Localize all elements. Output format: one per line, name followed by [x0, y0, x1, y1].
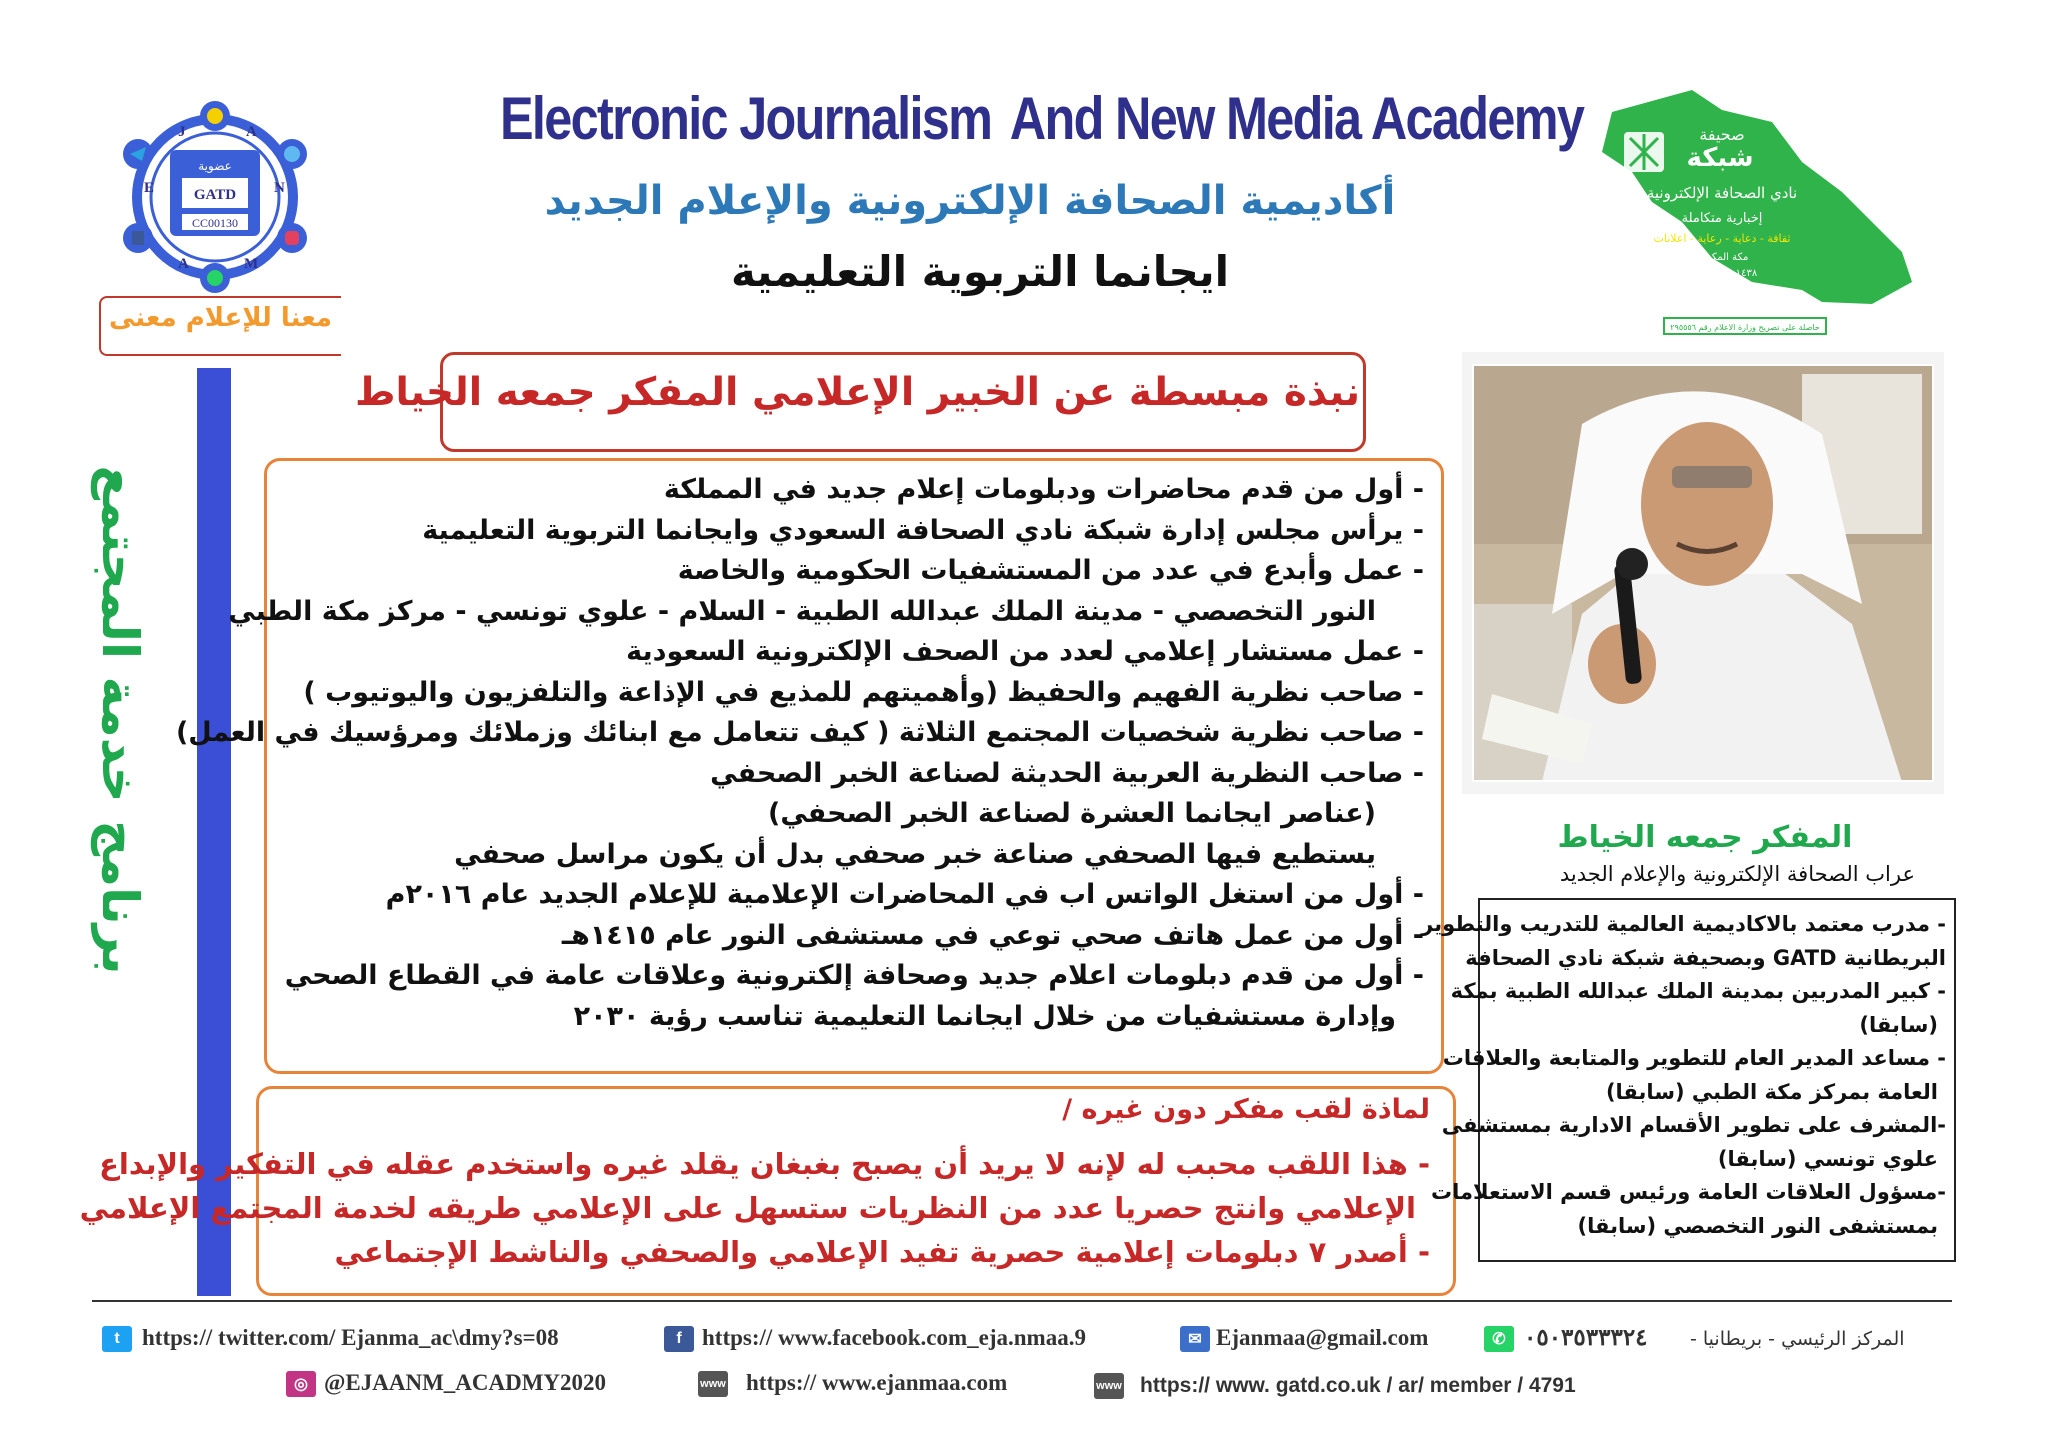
- facebook-link[interactable]: https:// www.facebook.com_eja.nmaa.9: [702, 1325, 1086, 1350]
- bullet-line: - أول من قدم محاضرات ودبلومات إعلام جديد في المملكة: [663, 474, 1424, 505]
- map-line6: مكة المكرمة: [1695, 252, 1749, 263]
- bullet-line: - صاحب نظرية شخصيات المجتمع الثلاثة ( كيف تتعامل مع ابنائك وزملائك ومرؤسيك في العمل): [175, 717, 1424, 748]
- headline-text: نبذة مبسطة عن الخبير الإعلامي المفكر جمعه الخياط: [354, 370, 1360, 415]
- why-line: - هذا اللقب محبب له لإنه لا يريد أن يصبح بغبغان يقلد غيره واستخدم عقله في التفكير والإبداع: [99, 1147, 1430, 1181]
- bullet-line: النور التخصصي - مدينة الملك عبدالله الطبية - السلام - علوي تونسي - مركز مكة الطبي: [228, 595, 1376, 627]
- bullet-line: - صاحب النظرية العربية الحديثة لصناعة الخبر الصحفي: [710, 757, 1424, 789]
- profile-line: العامة بمركز مكة الطبي (سابقا): [1605, 1079, 1938, 1104]
- person-name: المفكر جمعه الخياط: [1557, 820, 1853, 855]
- gatd-website-icon: www: [1094, 1373, 1124, 1399]
- bullet-line: - أول من عمل هاتف صحي توعي في مستشفى النور عام ١٤١٥هـ: [561, 919, 1424, 951]
- logo-letter-e: E: [144, 180, 155, 196]
- badge-top-text: عضوية: [198, 159, 232, 173]
- instagram-icon: [277, 223, 307, 253]
- profile-line: -مسؤول العلاقات العامة ورئيس قسم الاستعلامات: [1431, 1180, 1946, 1204]
- twitter-icon: t: [102, 1326, 132, 1352]
- logo-letter-j: J: [178, 124, 186, 140]
- facebook-icon: [123, 223, 153, 253]
- profile-line: (سابقا): [1859, 1012, 1938, 1037]
- bullet-line: - عمل وأبدع في عدد من المستشفيات الحكومية والخاصة: [677, 555, 1424, 586]
- bullet-line: - عمل مستشار إعلامي لعدد من الصحف الإلكترونية السعودية: [626, 636, 1424, 667]
- twitter-icon: [277, 139, 307, 169]
- map-line7: ١٤٣٨ هـ - ٢٠١٧م: [1686, 268, 1758, 279]
- map-line4: إخبارية متكاملة: [1681, 211, 1763, 226]
- whatsapp-icon: ✆: [1484, 1326, 1514, 1352]
- whatsapp-icon: [200, 263, 230, 293]
- bullet-line: - يرأس مجلس إدارة شبكة نادي الصحافة السعودي وايجانما التربوية التعليمية: [422, 514, 1424, 546]
- profile-line: علوي تونسي (سابقا): [1717, 1146, 1938, 1171]
- map-line3: نادي الصحافة الإلكترونية: [1646, 184, 1798, 202]
- bullet-list: [175, 470, 1424, 1037]
- academy-logo: [108, 98, 322, 296]
- phone-number: ٠٥٠٣٥٣٣٣٢٤: [1524, 1325, 1648, 1350]
- slogan-text: معنا للإعلام معنى: [108, 303, 332, 333]
- arabic-subtitle: ايجانما التربوية التعليمية: [730, 247, 1229, 296]
- english-title: [500, 84, 1584, 164]
- map-license: حاصلة على تصريح وزارة الاعلام رقم ٢٩٥٥٥٦: [1670, 323, 1820, 332]
- snapchat-icon: [200, 101, 230, 131]
- logo-letter-n: N: [274, 180, 285, 196]
- bullet-line: - أول من قدم دبلومات اعلام جديد وصحافة إلكترونية وعلاقات عامة في القطاع الصحي: [284, 960, 1424, 991]
- footer-divider: [92, 1300, 1952, 1302]
- profile-line: - كبير المدربين بمدينة الملك عبدالله الطبية بمكة: [1450, 979, 1946, 1003]
- profile-line: - مدرب معتمد بالاكاديمية العالمية للتدريب والتطوير: [1421, 912, 1946, 936]
- why-list: [79, 1142, 1430, 1274]
- bullet-line: يستطيع فيها الصحفي صناعة خبر صحفي بدل أن يكون مراسل صحفي: [454, 838, 1376, 870]
- bullet-line: وإدارة مستشفيات من خلال ايجانما التعليمية تناسب رؤية ٢٠٣٠: [573, 1000, 1396, 1032]
- gatd-link[interactable]: https:// www. gatd.co.uk / ar/ member / 4791: [1140, 1374, 1576, 1397]
- english-title-part1: Electronic Journalism: [500, 85, 992, 152]
- map-line2: شبكة: [1686, 143, 1754, 173]
- vertical-program-title: برنامج خدمة المجتمع: [91, 465, 149, 975]
- facebook-icon: f: [664, 1326, 694, 1352]
- instagram-link[interactable]: @EJAANM_ACADMY2020: [324, 1370, 607, 1395]
- twitter-link[interactable]: https:// twitter.com/ Ejanma_ac\dmy?s=08: [142, 1325, 559, 1350]
- website-link[interactable]: https:// www.ejanmaa.com: [746, 1370, 1008, 1395]
- email-link[interactable]: Ejanmaa@gmail.com: [1216, 1325, 1429, 1350]
- map-line1: صحيفة: [1699, 125, 1745, 144]
- telegram-icon: [123, 139, 153, 169]
- why-title: لماذة لقب مفكر دون غيره /: [1062, 1094, 1430, 1125]
- profile-line: -المشرف على تطوير الأقسام الادارية بمستشفى: [1441, 1113, 1946, 1137]
- instagram-icon: ◎: [286, 1371, 316, 1397]
- badge-code-text: CC00130: [191, 216, 239, 230]
- arabic-title: أكاديمية الصحافة الإلكترونية والإعلام الجديد: [544, 178, 1396, 224]
- network-emblem-icon: [1624, 132, 1664, 172]
- headquarters-label: المركز الرئيسي - بريطانيا -: [1690, 1328, 1905, 1350]
- profile-line: بمستشفى النور التخصصي (سابقا): [1577, 1213, 1938, 1238]
- saudi-map-logo: [1572, 82, 1918, 340]
- person-title: عراب الصحافة الإلكترونية والإعلام الجديد: [1559, 862, 1915, 886]
- logo-letter-m: M: [244, 256, 259, 272]
- logo-letter-a-top: A: [246, 124, 257, 140]
- english-title-part2: And New Media Academy: [1009, 85, 1584, 152]
- profile-list: [1421, 908, 1946, 1243]
- profile-line: - مساعد المدير العام للتطوير والمتابعة والعلاقات: [1442, 1046, 1946, 1070]
- portrait-photo: [1472, 364, 1934, 782]
- why-line: الإعلامي وانتج حصريا عدد من النظريات ستسهل على الإعلامي طريقه لخدمة المجتمع الإعلامي: [79, 1191, 1416, 1225]
- why-line: - أصدر ٧ دبلومات إعلامية حصرية تفيد الإعلامي والصحفي والناشط الإجتماعي: [334, 1235, 1430, 1269]
- bullet-line: - أول من استغل الواتس اب في المحاضرات الإعلامية للإعلام الجديد عام ٢٠١٦م: [385, 879, 1424, 910]
- email-icon: ✉: [1180, 1326, 1210, 1352]
- profile-line: البريطانية GATD وبصحيفة شبكة نادي الصحافة: [1465, 945, 1946, 970]
- bullet-line: (عناصر ايجانما العشرة لصناعة الخبر الصحفي): [768, 798, 1376, 829]
- badge-main-text: GATD: [193, 187, 237, 203]
- website-icon: www: [698, 1371, 728, 1397]
- logo-letter-a-bottom: A: [178, 256, 189, 272]
- map-line5: ثقافة - دعاية - رعاية - اعلانات: [1653, 232, 1791, 245]
- vertical-text-area: [60, 440, 180, 1000]
- bullet-line: - صاحب نظرية الفهيم والحفيظ (وأهميتهم للمذيع في الإذاعة والتلفزيون واليوتيوب ): [303, 676, 1424, 708]
